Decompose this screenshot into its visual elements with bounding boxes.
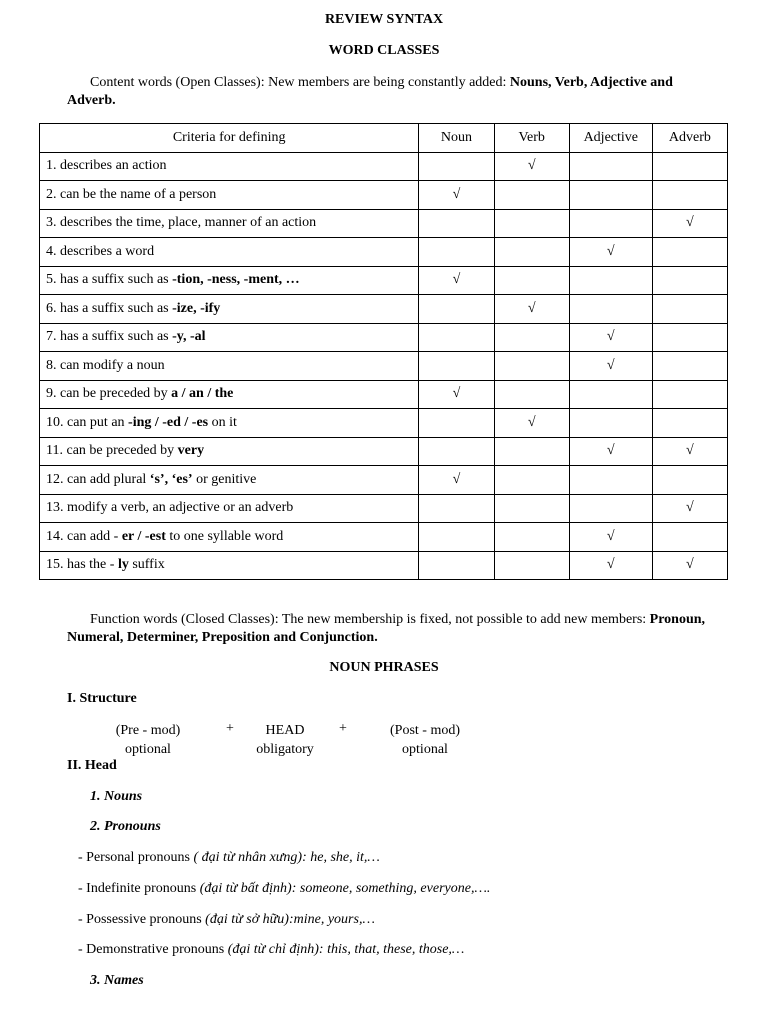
criteria-cell bbox=[40, 409, 419, 438]
check-cell-verb bbox=[494, 380, 569, 409]
check-cell-adjective bbox=[569, 209, 652, 238]
criteria-cell bbox=[40, 209, 419, 238]
subheading-names: 3. Names bbox=[90, 973, 144, 988]
table-row bbox=[40, 380, 728, 409]
check-cell-adverb bbox=[652, 238, 727, 267]
check-mark-icon: √ bbox=[606, 243, 615, 259]
check-cell-noun bbox=[419, 551, 494, 580]
content-words-intro: Content words (Open Classes): New members are being constantly added: bbox=[90, 75, 510, 90]
bullet-indefinite-pronouns bbox=[78, 881, 490, 897]
criteria-text-tail: or genitive bbox=[192, 471, 257, 487]
bullet-lead: - Demonstrative pronouns bbox=[78, 942, 228, 957]
function-words-intro: Function words (Closed Classes): The new membership is fixed, not possible to add new members: bbox=[90, 612, 650, 627]
check-mark-icon: √ bbox=[606, 528, 615, 544]
check-mark-icon: √ bbox=[527, 158, 536, 174]
check-cell-adjective bbox=[569, 551, 652, 580]
criteria-emphasis: er / -est bbox=[121, 528, 166, 544]
criteria-cell bbox=[40, 352, 419, 381]
criteria-emphasis: ly bbox=[117, 557, 129, 573]
check-cell-noun bbox=[419, 523, 494, 552]
table-row bbox=[40, 295, 728, 324]
check-cell-adjective bbox=[569, 323, 652, 352]
check-mark-icon: √ bbox=[452, 471, 461, 487]
check-cell-adjective bbox=[569, 380, 652, 409]
check-cell-verb bbox=[494, 551, 569, 580]
check-mark-icon: √ bbox=[452, 386, 461, 402]
check-cell-adverb bbox=[652, 494, 727, 523]
criteria-cell bbox=[40, 437, 419, 466]
check-mark-icon: √ bbox=[606, 329, 615, 345]
check-cell-adverb bbox=[652, 409, 727, 438]
check-cell-noun bbox=[419, 295, 494, 324]
check-cell-adjective bbox=[569, 523, 652, 552]
header-noun: Noun bbox=[419, 124, 494, 153]
check-cell-adjective bbox=[569, 295, 652, 324]
post-mod-label: (Post - mod) bbox=[390, 723, 460, 738]
check-cell-noun bbox=[419, 152, 494, 181]
table-row bbox=[40, 551, 728, 580]
check-mark-icon: √ bbox=[686, 557, 694, 573]
table-row bbox=[40, 266, 728, 295]
function-words-list: Pronoun, Numeral, Determiner, Preposition and Conjunction. bbox=[67, 612, 706, 645]
bullet-lead: - Personal pronouns bbox=[78, 850, 194, 865]
criteria-cell bbox=[40, 266, 419, 295]
check-cell-adjective bbox=[569, 352, 652, 381]
criteria-text: 13. modify a verb, an adjective or an adverb bbox=[46, 500, 294, 516]
plus-sign-2: + bbox=[339, 721, 347, 736]
check-cell-noun bbox=[419, 209, 494, 238]
criteria-cell bbox=[40, 323, 419, 352]
criteria-emphasis: -y, -al bbox=[172, 329, 206, 345]
check-mark-icon: √ bbox=[452, 272, 461, 288]
check-cell-adjective bbox=[569, 409, 652, 438]
check-cell-verb bbox=[494, 523, 569, 552]
section-title-noun-phrases: NOUN PHRASES bbox=[329, 660, 439, 675]
criteria-text-tail: on it bbox=[208, 414, 237, 430]
table-row bbox=[40, 152, 728, 181]
check-mark-icon: √ bbox=[452, 186, 461, 202]
criteria-emphasis: -ing / -ed / -es bbox=[128, 414, 209, 430]
check-mark-icon: √ bbox=[686, 443, 694, 459]
criteria-text: 14. can add - bbox=[46, 528, 122, 544]
check-mark-icon: √ bbox=[606, 557, 615, 573]
criteria-emphasis: a / an / the bbox=[171, 386, 234, 402]
function-words-paragraph bbox=[67, 611, 717, 647]
check-cell-adjective bbox=[569, 466, 652, 495]
check-cell-adverb bbox=[652, 437, 727, 466]
bullet-possessive-pronouns bbox=[78, 912, 375, 928]
check-cell-verb bbox=[494, 238, 569, 267]
check-cell-adjective bbox=[569, 152, 652, 181]
criteria-text: 10. can put an bbox=[46, 414, 129, 430]
check-cell-noun bbox=[419, 266, 494, 295]
criteria-emphasis: ‘s’, ‘es’ bbox=[149, 471, 193, 487]
criteria-text-tail: suffix bbox=[128, 557, 165, 573]
check-cell-verb bbox=[494, 494, 569, 523]
criteria-text: 12. can add plural bbox=[46, 471, 150, 487]
check-cell-noun bbox=[419, 181, 494, 210]
check-cell-adverb bbox=[652, 181, 727, 210]
criteria-cell bbox=[40, 523, 419, 552]
check-cell-verb bbox=[494, 209, 569, 238]
post-mod-block bbox=[375, 721, 475, 759]
table-header-row bbox=[40, 124, 728, 153]
check-cell-verb bbox=[494, 466, 569, 495]
check-cell-adverb bbox=[652, 152, 727, 181]
criteria-text: 8. can modify a noun bbox=[46, 357, 165, 373]
criteria-text: 2. can be the name of a person bbox=[46, 186, 217, 202]
criteria-text: 9. can be preceded by bbox=[46, 386, 172, 402]
check-cell-adjective bbox=[569, 494, 652, 523]
table-row bbox=[40, 323, 728, 352]
check-cell-noun bbox=[419, 409, 494, 438]
table-row bbox=[40, 409, 728, 438]
criteria-cell bbox=[40, 152, 419, 181]
criteria-emphasis: -ize, -ify bbox=[172, 300, 221, 316]
check-cell-adjective bbox=[569, 266, 652, 295]
table-row bbox=[40, 352, 728, 381]
criteria-text-tail: to one syllable word bbox=[165, 528, 284, 544]
criteria-cell bbox=[40, 238, 419, 267]
content-words-list: Nouns, Verb, Adjective and Adverb. bbox=[67, 75, 673, 108]
bullet-detail: ( đại từ nhân xưng): he, she, it,… bbox=[193, 850, 380, 865]
criteria-text: 6. has a suffix such as bbox=[46, 300, 173, 316]
criteria-cell bbox=[40, 494, 419, 523]
head-heading: II. Head bbox=[67, 758, 117, 773]
criteria-text: 1. describes an action bbox=[46, 158, 167, 174]
criteria-text: 11. can be preceded by bbox=[46, 443, 178, 459]
word-class-criteria-table bbox=[39, 123, 728, 580]
post-mod-note: optional bbox=[402, 742, 448, 757]
criteria-emphasis: very bbox=[177, 443, 205, 459]
criteria-cell bbox=[40, 551, 419, 580]
bullet-lead: - Possessive pronouns bbox=[78, 912, 206, 927]
criteria-text: 7. has a suffix such as bbox=[46, 329, 173, 345]
structure-heading: I. Structure bbox=[67, 691, 137, 706]
check-cell-verb bbox=[494, 152, 569, 181]
pre-mod-block bbox=[103, 721, 193, 759]
check-cell-adverb bbox=[652, 523, 727, 552]
table-row bbox=[40, 494, 728, 523]
check-cell-adverb bbox=[652, 551, 727, 580]
header-adjective: Adjective bbox=[569, 124, 652, 153]
check-cell-adverb bbox=[652, 352, 727, 381]
check-cell-adjective bbox=[569, 437, 652, 466]
head-note: obligatory bbox=[256, 742, 314, 757]
check-mark-icon: √ bbox=[686, 500, 694, 516]
header-criteria: Criteria for defining bbox=[40, 124, 419, 153]
bullet-detail: (đại từ bất định): someone, something, everyone,…. bbox=[199, 881, 491, 896]
check-cell-noun bbox=[419, 352, 494, 381]
document-title: REVIEW SYNTAX bbox=[324, 12, 444, 27]
check-cell-noun bbox=[419, 238, 494, 267]
check-cell-adverb bbox=[652, 266, 727, 295]
criteria-cell bbox=[40, 295, 419, 324]
table-row bbox=[40, 209, 728, 238]
check-cell-adverb bbox=[652, 323, 727, 352]
content-words-paragraph bbox=[67, 74, 717, 110]
header-verb: Verb bbox=[494, 124, 569, 153]
bullet-lead: - Indefinite pronouns bbox=[78, 881, 200, 896]
check-cell-verb bbox=[494, 323, 569, 352]
check-cell-adjective bbox=[569, 181, 652, 210]
check-cell-verb bbox=[494, 352, 569, 381]
criteria-text: 15. has the - bbox=[46, 557, 118, 573]
table-row bbox=[40, 523, 728, 552]
pre-mod-note: optional bbox=[125, 742, 171, 757]
check-cell-verb bbox=[494, 266, 569, 295]
criteria-cell bbox=[40, 181, 419, 210]
check-mark-icon: √ bbox=[606, 443, 615, 459]
pre-mod-label: (Pre - mod) bbox=[115, 723, 181, 738]
subheading-nouns: 1. Nouns bbox=[90, 789, 143, 804]
bullet-demonstrative-pronouns bbox=[78, 942, 464, 958]
bullet-personal-pronouns bbox=[78, 850, 380, 866]
check-mark-icon: √ bbox=[686, 215, 694, 231]
check-cell-adverb bbox=[652, 380, 727, 409]
criteria-text: 5. has a suffix such as bbox=[46, 272, 173, 288]
table-row bbox=[40, 437, 728, 466]
check-cell-noun bbox=[419, 437, 494, 466]
criteria-text: 3. describes the time, place, manner of an action bbox=[46, 215, 317, 231]
table-row bbox=[40, 466, 728, 495]
check-cell-verb bbox=[494, 295, 569, 324]
check-cell-adverb bbox=[652, 466, 727, 495]
table-body bbox=[40, 152, 728, 580]
check-cell-verb bbox=[494, 409, 569, 438]
check-mark-icon: √ bbox=[527, 300, 536, 316]
check-cell-adjective bbox=[569, 238, 652, 267]
check-cell-verb bbox=[494, 437, 569, 466]
check-cell-noun bbox=[419, 466, 494, 495]
check-cell-adverb bbox=[652, 295, 727, 324]
criteria-cell bbox=[40, 466, 419, 495]
check-cell-noun bbox=[419, 380, 494, 409]
table-row bbox=[40, 238, 728, 267]
criteria-cell bbox=[40, 380, 419, 409]
criteria-emphasis: -tion, -ness, -ment, … bbox=[172, 272, 300, 288]
check-cell-noun bbox=[419, 494, 494, 523]
bullet-detail: (đại từ sở hữu):mine, yours,… bbox=[205, 912, 375, 927]
check-mark-icon: √ bbox=[606, 357, 615, 373]
check-cell-noun bbox=[419, 323, 494, 352]
head-block bbox=[240, 721, 330, 759]
check-cell-verb bbox=[494, 181, 569, 210]
section-title-word-classes: WORD CLASSES bbox=[328, 43, 440, 58]
bullet-detail: (đại từ chỉ định): this, that, these, those,… bbox=[227, 942, 465, 957]
header-adverb: Adverb bbox=[652, 124, 727, 153]
check-cell-adverb bbox=[652, 209, 727, 238]
table-row bbox=[40, 181, 728, 210]
plus-sign-1: + bbox=[226, 721, 234, 736]
head-label: HEAD bbox=[265, 723, 305, 738]
criteria-text: 4. describes a word bbox=[46, 243, 155, 259]
check-mark-icon: √ bbox=[527, 414, 536, 430]
subheading-pronouns: 2. Pronouns bbox=[90, 819, 161, 834]
